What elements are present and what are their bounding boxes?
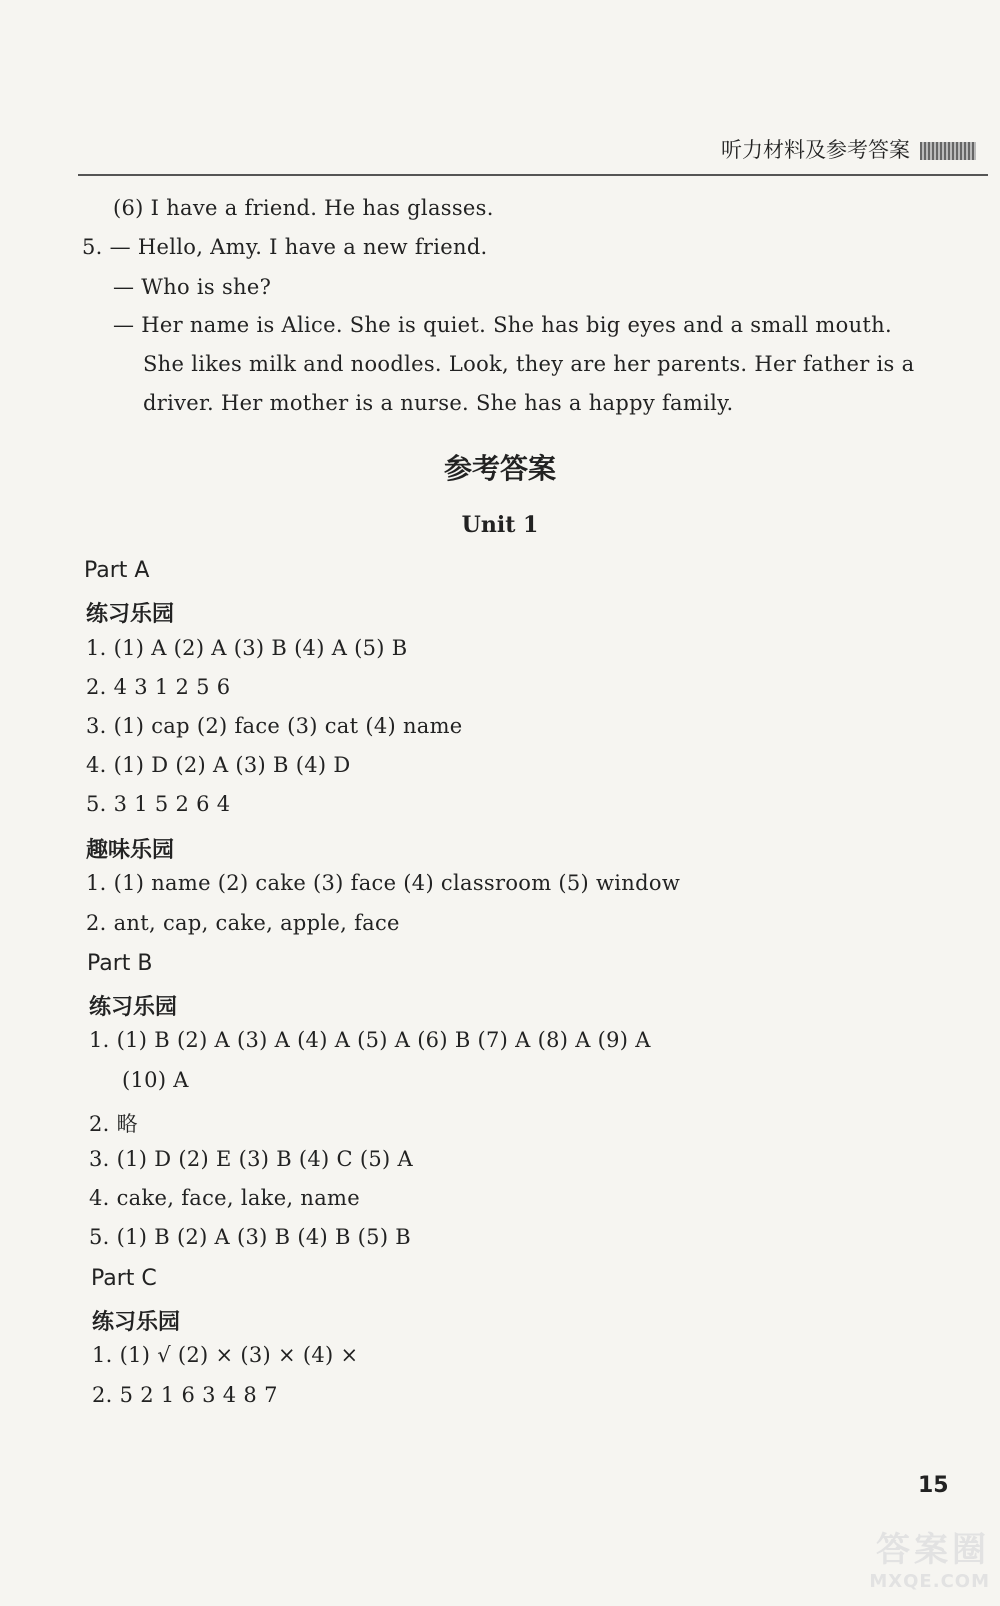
part-a-practice-title: 练习乐园 [86,602,175,627]
part-c-practice-title: 练习乐园 [92,1310,181,1335]
answer-line: 2. 5 2 1 6 3 4 8 7 [92,1383,278,1407]
part-c-label: Part C [91,1266,157,1291]
answer-line: 3. (1) D (2) E (3) B (4) C (5) A [89,1147,413,1171]
part-a-fun-title: 趣味乐园 [86,838,175,863]
part-b-label: Part B [87,951,153,976]
page-header [78,128,988,176]
answer-line: 1. (1) A (2) A (3) B (4) A (5) B [86,636,408,660]
answer-line: 4. (1) D (2) A (3) B (4) D [86,753,351,777]
part-a-label: Part A [84,558,150,583]
answer-line: 5. (1) B (2) A (3) B (4) B (5) B [89,1225,412,1249]
answer-line: 2. ant, cap, cake, apple, face [86,911,400,935]
answer-line: 2. 4 3 1 2 5 6 [86,675,231,699]
listening-line: 5. — Hello, Amy. I have a new friend. [82,235,488,259]
answers-title: 参考答案 [443,452,556,485]
listening-line: driver. Her mother is a nurse. She has a happy family. [143,391,734,415]
watermark-url: MXQE.COM [869,1571,990,1592]
answer-line: 1. (1) B (2) A (3) A (4) A (5) A (6) B (7) A (8) A (9) A [89,1028,651,1052]
answer-line: 1. (1) √ (2) × (3) × (4) × [92,1343,359,1367]
listening-line: — Who is she? [113,275,272,299]
watermark-logo: 答案圈 [876,1530,990,1570]
answer-line: 5. 3 1 5 2 6 4 [86,792,231,816]
answer-line: (10) A [122,1068,189,1092]
answer-line: 2. 略 [89,1112,138,1136]
listening-line: (6) I have a friend. He has glasses. [113,196,494,220]
unit-title: Unit 1 [461,512,539,538]
watermark [800,1530,990,1600]
answer-line: 1. (1) name (2) cake (3) face (4) classroom (5) window [86,871,681,895]
page-number: 15 [918,1473,949,1498]
listening-line: She likes milk and noodles. Look, they are her parents. Her father is a [143,352,915,376]
part-b-practice-title: 练习乐园 [89,995,178,1020]
answer-line: 3. (1) cap (2) face (3) cat (4) name [86,714,463,738]
header-decoration [920,142,976,160]
listening-line: — Her name is Alice. She is quiet. She has big eyes and a small mouth. [113,313,892,337]
answer-line: 4. cake, face, lake, name [89,1186,360,1210]
header-title: 听力材料及参考答案 [721,138,910,162]
